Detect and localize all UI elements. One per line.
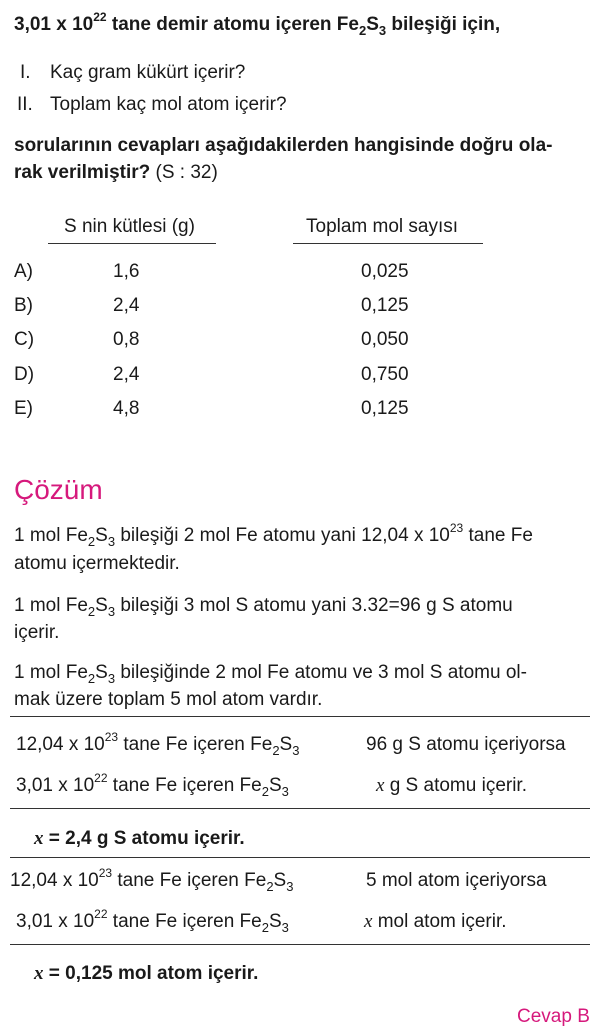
calc1-row2-right: x g S atomu içerir. [376,775,527,796]
calc2-row1-left: 12,04 x $10^{23}$ tane Fe içeren $Fe_2S_3$ [10,866,294,894]
calc2-top-divider [10,857,590,858]
solution-paragraph-1: 1 mol $Fe_2S_3$ bileşiği 2 mol Fe atomu yani 12,04 x $10^{23}$ tane Fe [14,521,533,549]
table-header-mass: S nin kütlesi (g) [64,216,195,237]
solution-paragraph-2-line2: içerir. [14,622,60,643]
calc1-bottom-divider [10,808,590,809]
calc1-result: x = 2,4 g S atomu içerir. [34,828,245,849]
option-mol-e: 0,125 [361,398,409,419]
answer-label: Cevap B [517,1006,590,1027]
option-mol-c: 0,050 [361,329,409,350]
option-label-b: B) [14,295,33,316]
solution-paragraph-1-line2: atomu içermektedir. [14,553,180,574]
calc2-result: x = 0,125 mol atom içerir. [34,963,259,984]
calc2-row1-right: 5 mol atom içeriyorsa [366,870,547,891]
option-label-c: C) [14,329,35,350]
calc2-row2-right: x mol atom içerir. [364,911,507,932]
solution-title: Çözüm [14,474,103,505]
solution-paragraph-3: 1 mol $Fe_2S_3$ bileşiğinde 2 mol Fe atomu ve 3 mol S atomu ol- [14,662,527,686]
option-mol-a: 0,025 [361,261,409,282]
option-label-e: E) [14,398,33,419]
table-header-mass-underline [48,243,216,244]
option-mass-a: 1,6 [113,261,140,282]
question-item-1-text: Kaç gram kükürt içerir? [50,62,246,83]
option-mol-b: 0,125 [361,295,409,316]
question-item-2: II. [17,94,33,115]
question-item-1: I. [20,62,31,83]
calc1-row2-left: 3,01 x $10^{22}$ tane Fe içeren $Fe_2S_3$ [16,771,289,799]
option-mass-e: 4,8 [113,398,140,419]
table-header-mol-underline [293,243,483,244]
option-mass-c: 0,8 [113,329,140,350]
solution-paragraph-2: 1 mol $Fe_2S_3$ bileşiği 3 mol S atomu yani 3.32=96 g S atomu [14,595,513,619]
option-mol-d: 0,750 [361,364,409,385]
solution-paragraph-3-line2: mak üzere toplam 5 mol atom vardır. [14,689,323,710]
question-stem: 3,01 x $10^{22}$ tane demir atomu içeren $Fe_2S_3$ bileşiği için, [14,10,501,38]
calc2-row2-left: 3,01 x $10^{22}$ tane Fe içeren $Fe_2S_3$ [16,907,289,935]
option-mass-d: 2,4 [113,364,140,385]
question-prompt-line2: rak verilmiştir? (S : 32) [14,162,218,183]
question-prompt-line1: sorularının cevapları aşağıdakilerden hangisinde doğru ola- [14,135,553,156]
question-item-2-text: Toplam kaç mol atom içerir? [50,94,287,115]
calc1-row1-left: 12,04 x $10^{23}$ tane Fe içeren $Fe_2S_3$ [16,730,300,758]
calc1-top-divider [10,716,590,717]
table-header-mol: Toplam mol sayısı [306,216,459,237]
option-label-d: D) [14,364,35,385]
calc2-bottom-divider [10,944,590,945]
calc1-row1-right: 96 g S atomu içeriyorsa [366,734,566,755]
option-label-a: A) [14,261,33,282]
option-mass-b: 2,4 [113,295,140,316]
